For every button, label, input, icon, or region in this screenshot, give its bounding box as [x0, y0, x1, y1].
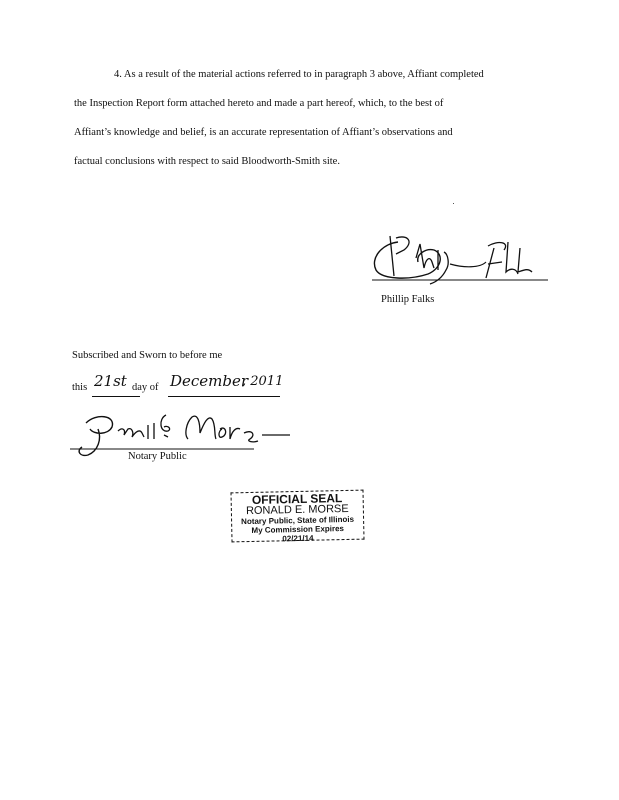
jurat-date-line [72, 370, 302, 400]
paragraph-line: Affiant’s knowledge and belief, is an accurate representation of Affiant’s observations and [74, 127, 453, 138]
stray-mark [453, 203, 454, 204]
paragraph-line: factual conclusions with respect to said Bloodworth-Smith site. [74, 156, 340, 167]
jurat-this-text: this [72, 382, 88, 393]
handwritten-day: 21st [94, 372, 127, 390]
seal-content [236, 492, 358, 545]
seal-title: OFFICIAL SEAL [251, 491, 343, 507]
jurat-day-of-text: day of [132, 382, 159, 393]
seal-state-line: Notary Public, State of Illinois [241, 514, 355, 527]
handwritten-year: , 2011 [242, 374, 284, 389]
notary-public-label: Notary Public [128, 451, 187, 462]
affidavit-paragraph-4 [74, 60, 554, 176]
month-underline [168, 396, 280, 397]
jurat-subscribed-text: Subscribed and Sworn to before me [72, 350, 223, 361]
paragraph-line: the Inspection Report form attached hereto and made a part hereof, which, to the best of [74, 98, 444, 109]
seal-commission-line: My Commission Expires 02/21/14 [251, 524, 345, 544]
paragraph-line: 4. As a result of the material actions referred to in paragraph 3 above, Affiant completed [114, 69, 484, 80]
handwritten-month: December [170, 372, 249, 390]
seal-notary-name: RONALD E. MORSE [245, 502, 349, 518]
affiant-printed-name: Phillip Falks [381, 294, 435, 305]
day-underline [92, 396, 140, 397]
official-seal-stamp [231, 491, 364, 544]
affiant-signature-drawing [368, 228, 553, 288]
